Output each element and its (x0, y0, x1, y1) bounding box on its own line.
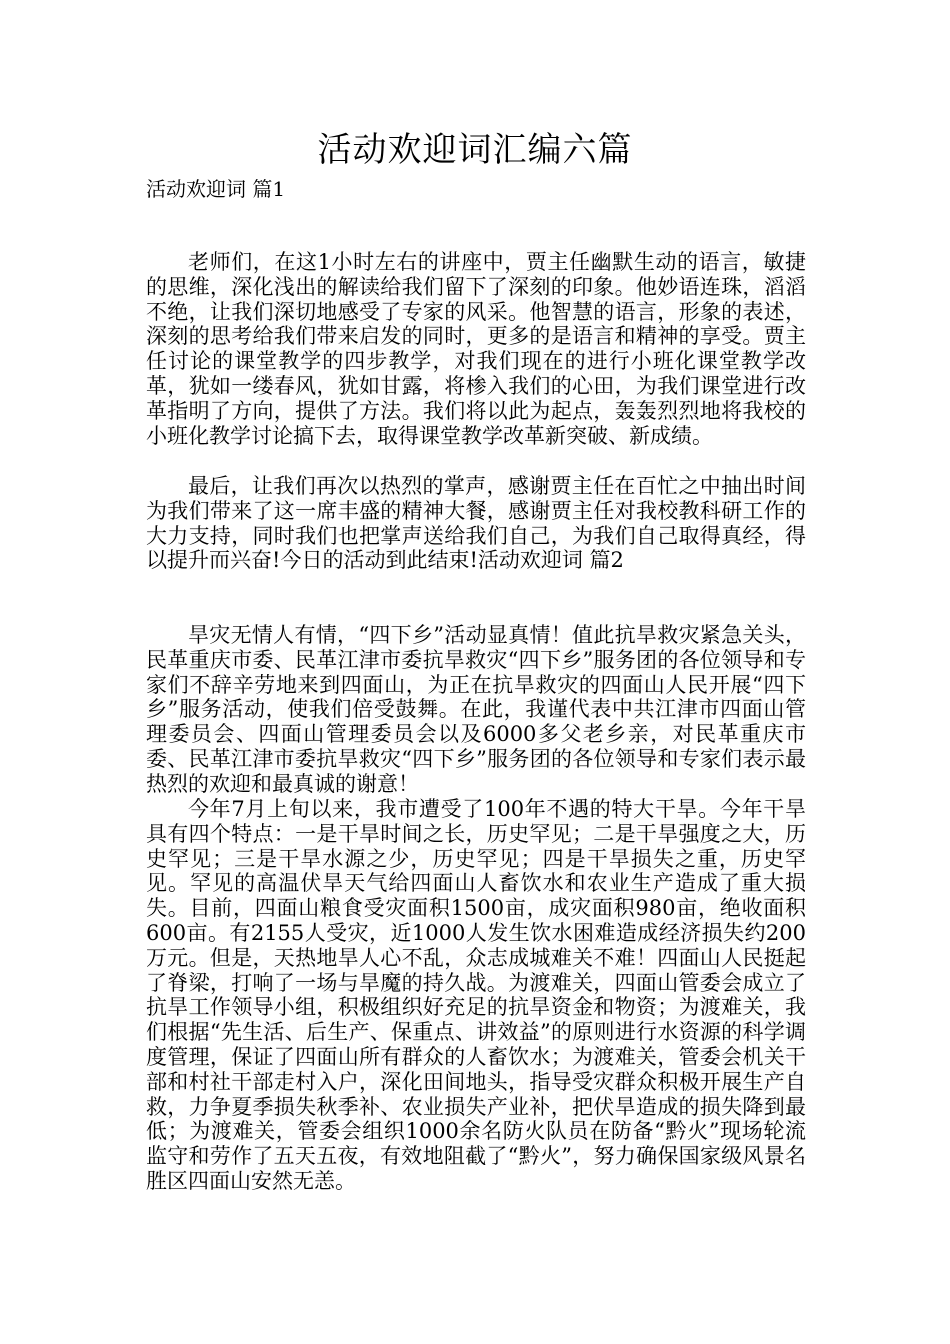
document-title: 活动欢迎词汇编六篇 (317, 130, 633, 170)
paragraph: 最后，让我们再次以热烈的掌声，感谢贾主任在百忙之中抽出时间为我们带来了这一席丰盛的精神大餐，感谢贾主任对我校教科研工作的大力支持，同时我们也把掌声送给我们自己，为我们自己取得真经，得以提升而兴奋!今日的活动到此结束!活动欢迎词 篇2 (146, 474, 806, 573)
paragraph: 今年7月上旬以来，我市遭受了100年不遇的特大干旱。今年干旱具有四个特点：一是干旱时间之长，历史罕见；二是干旱强度之大，历史罕见；三是干旱水源之少，历史罕见；四是干旱损失之重，历史罕见。罕见的高温伏旱天气给四面山人畜饮水和农业生产造成了重大损失。目前，四面山粮食受灾面积1500亩，成灾面积980亩，绝收面积600亩。有2155人受灾，近1000人发生饮水困难造成经济损失约200万元。但是，天热地旱人心不乱，众志成城难关不难！四面山人民挺起了脊梁，打响了一场与旱魔的持久战。为渡难关，四面山管委会成立了抗旱工作领导小组，积极组织好充足的抗旱资金和物资；为渡难关，我们根据“先生活、后生产、保重点、讲效益”的原则进行水资源的科学调度管理，保证了四面山所有群众的人畜饮水；为渡难关，管委会机关干部和村社干部走村入户，深化田间地头，指导受灾群众积极开展生产自救，力争夏季损失秋季补、农业损失产业补，把伏旱造成的损失降到最低；为渡难关，管委会组织1000余名防火队员在防备“黔火”现场轮流监守和劳作了五天五夜，有效地阻截了“黔火”，努力确保国家级风景名胜区四面山安然无恙。 (146, 797, 806, 1193)
section-heading: 活动欢迎词 篇1 (146, 177, 286, 201)
paragraph: 旱灾无情人有情，“四下乡”活动显真情！值此抗旱救灾紧急关头，民革重庆市委、民革江津市委抗旱救灾“四下乡”服务团的各位领导和专家们不辞辛劳地来到四面山，为正在抗旱救灾的四面山人民开展“四下乡”服务活动，使我们倍受鼓舞。在此，我谨代表中共江津市四面山管理委员会、四面山管理委员会以及6000多父老乡亲，对民革重庆市委、民革江津市委抗旱救灾“四下乡”服务团的各位领导和专家们表示最热烈的欢迎和最真诚的谢意！ (146, 623, 806, 796)
paragraph: 老师们，在这1小时左右的讲座中，贾主任幽默生动的语言，敏捷的思维，深化浅出的解读给我们留下了深刻的印象。他妙语连珠，滔滔不绝，让我们深切地感受了专家的风采。他智慧的语言，形象的表述，深刻的思考给我们带来启发的同时，更多的是语言和精神的享受。贾主任讨论的课堂教学的四步教学，对我们现在的进行小班化课堂教学改革，犹如一缕春风，犹如甘露，将椮入我们的心田，为我们课堂进行改革指明了方向，提供了方法。我们将以此为起点，轰轰烈烈地将我校的小班化教学讨论搞下去，取得课堂教学改革新突破、新成绩。 (146, 250, 806, 448)
